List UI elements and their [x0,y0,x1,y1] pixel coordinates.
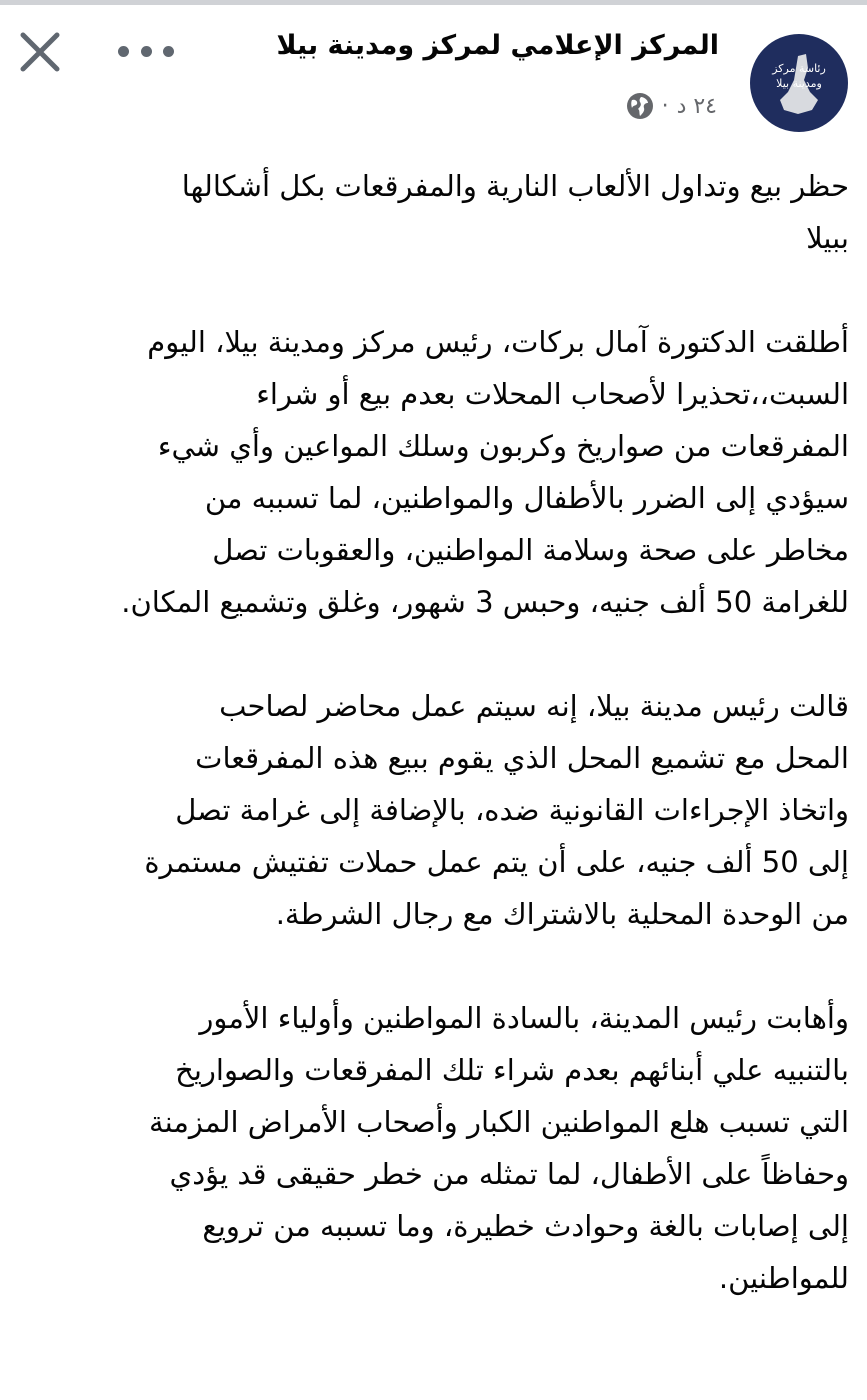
text-line: للغرامة 50 ألف جنيه، وحبس 3 شهور، وغلق وتشميع المكان. [121,585,849,619]
svg-text:ومدينة بيلا: ومدينة بيلا [776,77,822,90]
text-line: سيؤدي إلى الضرر بالأطفال والمواطنين، لما تسببه من [204,481,849,515]
text-line: بالتنبيه علي أبنائهم بعدم شراء تلك المفرقعات والصواريخ [175,1053,849,1087]
more-dot-icon [163,46,174,57]
page-name-link[interactable]: المركز الإعلامي لمركز ومدينة بيلا [276,30,719,61]
text-line: للمواطنين. [718,1261,849,1295]
svg-text:رئاسة مركز: رئاسة مركز [772,62,826,75]
post-body [14,160,849,1356]
more-dot-icon [141,46,152,57]
more-dot-icon [118,46,129,57]
close-button[interactable] [18,30,62,74]
meta-separator: · [661,93,669,119]
post-time[interactable]: ٢٤ د [676,93,717,119]
post-headline [14,160,849,264]
text-line: وأهابت رئيس المدينة، بالسادة المواطنين وأولياء الأمور [199,1001,849,1035]
text-line: من الوحدة المحلية بالاشتراك مع رجال الشرطة. [275,897,849,931]
text-line: وحفاظاً على الأطفال، لما تمثله من خطر حقيقى قد يؤدي [169,1157,849,1191]
text-line: ببيلا [806,221,849,255]
text-line: السبت،،تحذيرا لأصحاب المحلات بعدم بيع أو شراء [256,377,849,411]
text-line: المفرقعات من صواريخ وكربون وسلك المواعين وأي شيء [157,429,849,463]
text-line: أطلقت الدكتورة آمال بركات، رئيس مركز ومدينة بيلا، اليوم [147,325,849,359]
text-line: التي تسبب هلع المواطنين الكبار وأصحاب الأمراض المزمنة [149,1105,849,1139]
text-line: واتخاذ الإجراءات القانونية ضده، بالإضافة إلى غرامة تصل [175,793,849,827]
status-bar-divider [0,0,867,5]
text-line: إلى إصابات بالغة وحوادث خطيرة، وما تسببه من ترويع [202,1209,849,1243]
page-avatar[interactable] [750,34,848,132]
page-logo [750,34,848,132]
more-options-button[interactable] [118,34,174,68]
text-line: حظر بيع وتداول الألعاب النارية والمفرقعات بكل أشكالها [181,169,849,203]
text-line: قالت رئيس مدينة بيلا، إنه سيتم عمل محاضر لصاحب [219,689,849,723]
globe-icon[interactable] [626,92,654,120]
post-meta [626,92,717,120]
close-icon [18,30,62,74]
post-paragraph [14,992,849,1304]
post-paragraph [14,680,849,940]
text-line: إلى 50 ألف جنيه، على أن يتم عمل حملات تفتيش مستمرة [144,845,849,879]
text-line: مخاطر على صحة وسلامة المواطنين، والعقوبات تصل [212,533,849,567]
post-paragraph [14,316,849,628]
text-line: المحل مع تشميع المحل الذي يقوم ببيع هذه المفرقعات [195,741,849,775]
